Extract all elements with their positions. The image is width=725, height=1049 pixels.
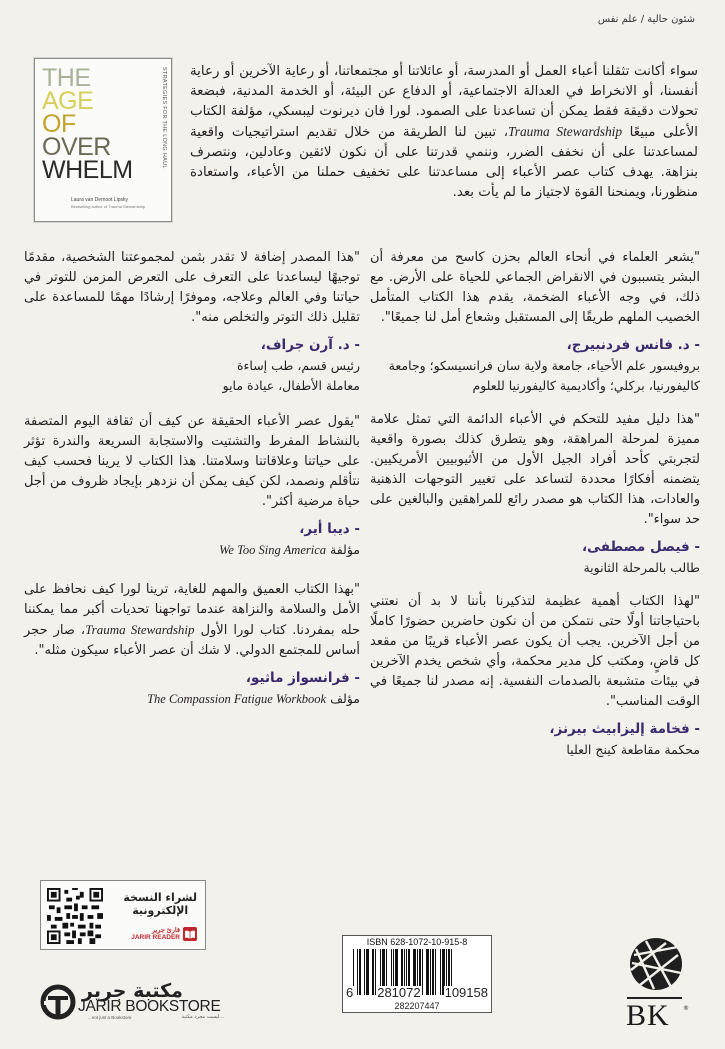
affiliation-line: معاملة الأطفال، عيادة مايو — [222, 378, 360, 393]
publisher-logo — [620, 935, 700, 1030]
testimonial-affiliation: محكمة مقاطعة كينج العليا — [566, 742, 700, 757]
cover-title-line: OF — [42, 110, 76, 138]
jarir-emblem-icon — [40, 984, 76, 1020]
affiliation-book: We Too Sing America — [219, 543, 327, 557]
quote-text: "بهذا الكتاب العميق والمهم للغاية، ترينا لورا كيف نحافظ على الأمل والسلامة والنزاهة عندما تواجهنا تحديات أكبر مما يمكننا حله بمفردنا. كتاب لورا الأول — [24, 582, 361, 638]
testimonial-name: - فرانسواز ماثيو، — [245, 670, 360, 686]
cover-title — [42, 64, 133, 184]
testimonial-affiliation — [24, 356, 360, 396]
registered-mark: ® — [683, 1005, 689, 1012]
testimonial — [370, 248, 700, 396]
testimonial — [24, 580, 360, 709]
quote-text: ، صار حجر أساس للمجتمع الدولي. لا شك أن عصر الأعباء سيكون مثله". — [24, 623, 360, 658]
testimonial-affiliation — [24, 540, 360, 560]
barcode-digit-group: 109158 — [444, 985, 488, 1000]
testimonial-affiliation — [24, 689, 360, 709]
testimonial-name: - د. آرن جراف، — [260, 337, 360, 353]
testimonial — [370, 410, 700, 578]
jarir-reader-en: JARIR READER — [131, 934, 180, 941]
book-cover-thumbnail — [34, 58, 172, 222]
ebook-purchase-box — [40, 880, 206, 950]
cover-title-line: OVER — [42, 133, 111, 161]
intro-paragraph — [190, 62, 698, 203]
testimonial — [24, 248, 360, 396]
testimonials-left-column — [24, 248, 360, 723]
ebook-label — [123, 891, 197, 917]
cover-author: Laura van Dernoot Lipsky — [71, 197, 128, 203]
jarir-name-ar: مكتبة جرير — [82, 980, 183, 1002]
quote-book-title: Trauma Stewardship — [85, 622, 195, 637]
jarir-name-en: JARIR BOOKSTORE — [78, 998, 221, 1015]
testimonial-quote: "هذا المصدر إضافة لا تقدر بثمن لمجموعتنا الشخصية، مقدمًا توجيهًا ليساعدنا على التعرف على التعرض المزمن للتوتر في حياتنا وفي العالم وعلاجه، وموفرًا إرشادًا مهمًا للمساعدة على تقليل ذلك التوتر والتخلص منه". — [24, 250, 360, 325]
testimonial-name: - فخامة إليزابيث بيرنز، — [549, 721, 700, 737]
intro-book-title: Trauma Stewardship — [508, 124, 623, 139]
cover-author-note: Bestselling author of Trauma Stewardship — [71, 204, 146, 209]
barcode-internal-code: 282207447 — [394, 1001, 440, 1011]
open-book-icon — [183, 927, 197, 941]
ebook-label-line: الإلكترونية — [132, 904, 189, 917]
cover-title-line: WHELM — [42, 156, 133, 184]
intro-text: ، تبين لنا الطريقة من خلال تقديم استراتيجيات واقعية لمساعدتنا على أن نخفف الضرر، وننمي قدرتنا على أن نكون لائقين وعادلين، ونتصرف بنزاهة. يهدف كتاب عصر الأعباء إلى مساعدتنا على تخفيف حملنا من الأعباء، واستعادة منظورنا، ويمنحنا القوة لاجتياز ما لم يأت بعد. — [190, 125, 698, 200]
barcode-digits — [345, 986, 489, 1000]
testimonial — [24, 412, 360, 560]
jarir-tagline-ar: ...ليست مجرد مكتبة — [181, 1014, 224, 1020]
testimonial-name: - فيصل مصطفى، — [581, 539, 700, 555]
testimonial-quote: "يقول عصر الأعباء الحقيقة عن كيف أن ثقافة اليوم المتصفة بالنشاط المفرط والتشتيت والاستجابة السريعة والندرة تؤثر على حياتنا وعلاقاتنا وسلامتنا. هذا الكتاب لا يرينا فحسب كيف نتأقلم ونصمد، لكن كيف يمكن أن نزدهر بإيجاد ظروف من أجل حياة مرضية أكثر". — [24, 414, 360, 509]
testimonial-quote: "يشعر العلماء في أنحاء العالم بحزن كاسح من معرفة أن البشر يتسببون في الانقراض الجماعي للحياة على الأرض. مع ذلك، في وجه الأعباء الضخمة، يقدم هذا الكتاب المتأمل الخصيب الملهم طريقًا إلى المستقبل وشعاع أمل لنا جميعًا". — [370, 250, 700, 325]
ebook-label-line: لشراء النسخة — [123, 891, 197, 904]
intro-text: سواء أكانت تثقلنا أعباء العمل أو المدرسة، أو عائلاتنا أو مجتمعاتنا، أو رعاية الآخرين أو رعاية أنفسنا، أو الانخراط في العدالة الاجتماعية، أو الدفاع عن البيئة، أو الخدمة المدنية، فبضعة تحولات دقيقة فقط يمكن أن تساعدنا على الصمود. لورا فان ديرنوت ليبسكي، مؤلفة الكتاب الأعلى مبيعًا — [190, 64, 698, 140]
testimonial-affiliation: طالب بالمرحلة الثانوية — [583, 560, 700, 575]
barcode-digit-group: 281072 — [377, 985, 421, 1000]
affiliation-prefix: مؤلف — [330, 691, 360, 706]
category-label: شئون حالية / علم نفس — [597, 14, 695, 25]
jarir-reader-text — [131, 927, 180, 941]
affiliation-line: رئيس قسم، طب إساءة — [236, 358, 360, 373]
testimonial-name: - د. فانس فردنبيرج، — [566, 337, 700, 353]
affiliation-prefix: مؤلفة — [330, 542, 360, 557]
isbn-barcode — [342, 935, 492, 1013]
bk-globe-icon — [626, 935, 686, 993]
bk-logotype: BK — [626, 999, 670, 1032]
jarir-bookstore-logo — [38, 980, 228, 1025]
affiliation-book: The Compassion Fatigue Workbook — [147, 692, 327, 706]
cover-subtitle: STRATEGIES FOR THE LONG HAUL — [161, 67, 167, 169]
jarir-reader-logo — [131, 927, 197, 941]
jarir-reader-ar: قارئ جرير — [151, 927, 180, 934]
cover-title-line: THE — [42, 64, 91, 92]
testimonial-quote: "هذا دليل مفيد للتحكم في الأعباء الدائمة التي تمثل علامة مميزة لمرحلة المراهقة، وهو يتطرق كذلك بصورة واقعية لتجربتي كأحد أفراد الجيل الأول من الأثيوبيين الأمريكيين. يتضمنه أفكارًا محددة لتساعد على تغيير التوجهات الذهنية والعادات، هذا الكتاب هو مصدر رائع للمراهقين والبالغين على حد سواء". — [370, 412, 700, 527]
cover-title-line: AGE — [42, 87, 94, 115]
isbn-number: ISBN 628-1072-10-915-8 — [366, 937, 468, 947]
testimonial-quote — [24, 580, 360, 661]
jarir-tagline-en: ...not just a Bookstore — [88, 1015, 132, 1020]
testimonial-quote: "لهذا الكتاب أهمية عظيمة لتذكيرنا بأننا لا بد أن نعتني باحتياجاتنا أولًا حتى نتمكن من أن نكون حاضرين حضورًا كاملًا من أجل الآخرين. يجب أن يكون عصر الأعباء قريبًا من مقعد كل قاضٍ، ومكتب كل مدير محكمة، وأي شخص يخدم الآخرين في بيئات متشبعة بالصدمات النفسية. إنه مصدر لنا جميعًا في الوقت المناسب". — [370, 594, 700, 709]
testimonial-name: - ديبا أير، — [299, 521, 360, 537]
barcode-digit-group: 6 — [346, 985, 354, 1000]
testimonials-right-column — [370, 248, 700, 774]
testimonial — [370, 592, 700, 760]
qr-code-icon[interactable] — [47, 887, 103, 945]
testimonial-affiliation: بروفيسور علم الأحياء، جامعة ولاية سان فرانسيسكو؛ وجامعة كاليفورنيا، بركلي؛ وأكاديمية كاليفورنيا للعلوم — [388, 358, 700, 393]
